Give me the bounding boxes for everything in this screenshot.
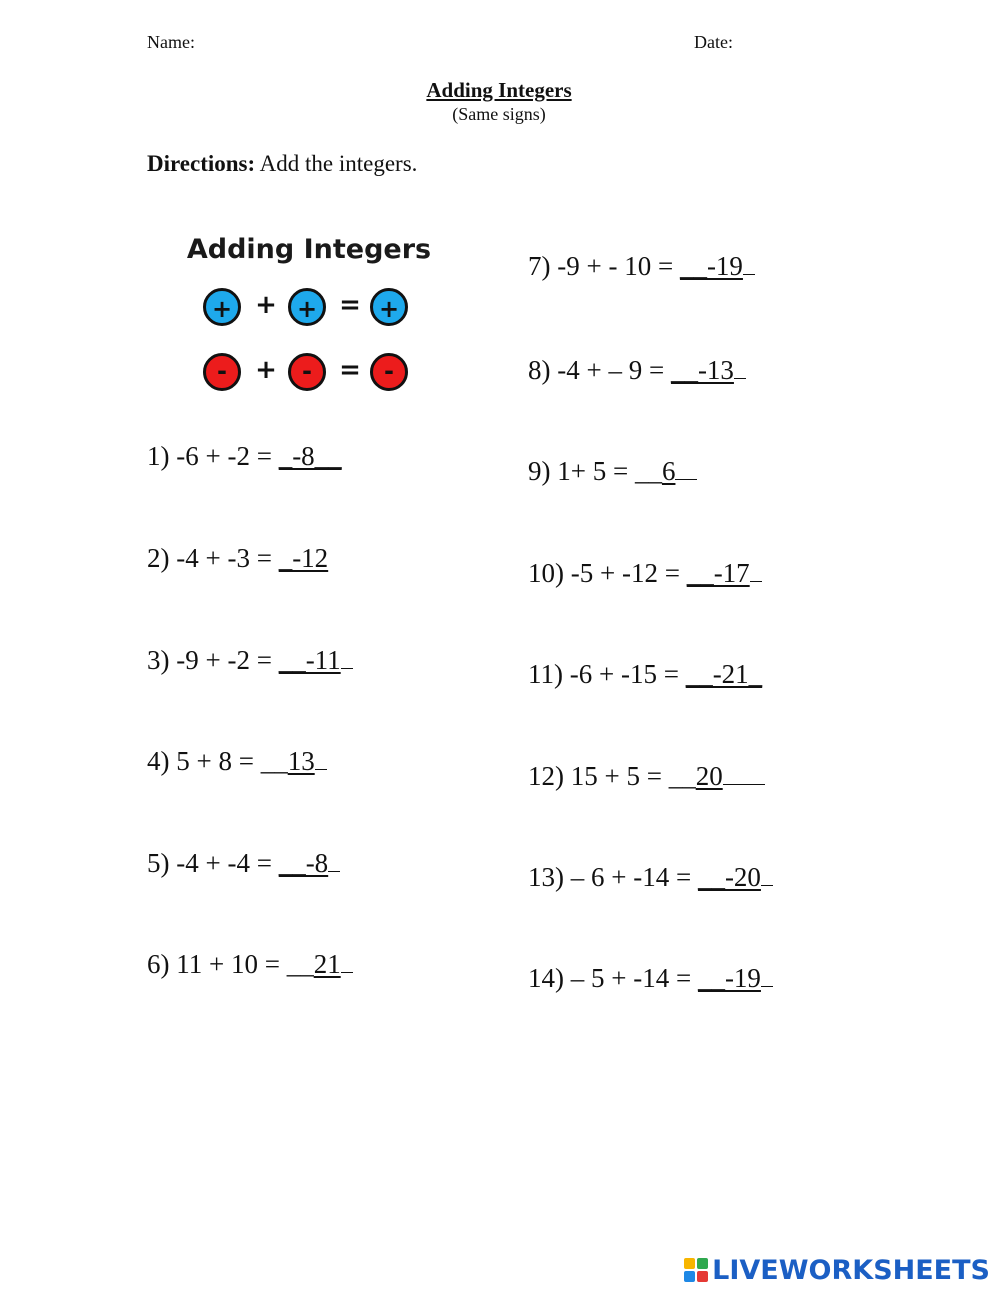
answer-blank-line	[341, 648, 353, 669]
problem-14	[528, 963, 773, 994]
problem-question: 11) -6 + -15 =	[528, 659, 686, 689]
problem-2	[147, 543, 328, 574]
answer-blank-line	[328, 851, 340, 872]
problem-question: 10) -5 + -12 =	[528, 558, 687, 588]
date-label: Date:	[694, 32, 733, 52]
answer-blank-line	[315, 749, 327, 770]
answer-field[interactable]: _-12	[278, 543, 329, 573]
answer-field[interactable]: __-20	[697, 862, 761, 892]
answer-field[interactable]: 21	[313, 949, 341, 979]
answer-blank-line	[734, 358, 746, 379]
answer-field[interactable]: __-11	[278, 645, 341, 675]
problem-question: 3) -9 + -2 =	[147, 645, 279, 675]
problem-question: 7) -9 + - 10 =	[528, 251, 680, 281]
answer-field[interactable]: __-13	[670, 355, 734, 385]
answer-field[interactable]: __-19	[697, 963, 761, 993]
problem-8	[528, 355, 746, 386]
problem-5	[147, 848, 340, 879]
problem-11	[528, 659, 762, 690]
positive-circle-icon: +	[203, 288, 241, 326]
negative-circle-icon: -	[288, 353, 326, 391]
positive-circle-icon: +	[370, 288, 408, 326]
answer-blank-line	[341, 952, 353, 973]
directions-label: Directions:	[147, 151, 256, 176]
positive-rule-row	[201, 288, 417, 332]
answer-field[interactable]: 13	[287, 746, 315, 776]
worksheet-title: Adding Integers	[426, 78, 572, 102]
answer-field[interactable]: __-21_	[685, 659, 763, 689]
name-label: Name:	[147, 32, 195, 52]
problem-question: 14) – 5 + -14 =	[528, 963, 698, 993]
problem-1	[147, 441, 342, 472]
positive-circle-icon: +	[288, 288, 326, 326]
negative-rule-row	[201, 353, 417, 397]
graphic-title: Adding Integers	[186, 234, 432, 265]
answer-field[interactable]: 6	[661, 456, 676, 486]
negative-circle-icon: -	[203, 353, 241, 391]
answer-field[interactable]: __-8	[278, 848, 329, 878]
logo-blocks-icon	[684, 1258, 708, 1282]
plus-sign: +	[255, 290, 277, 320]
answer-field[interactable]: 20	[695, 761, 723, 791]
problem-12	[528, 761, 765, 792]
problem-question: 6) 11 + 10 = __	[147, 949, 314, 979]
problem-question: 13) – 6 + -14 =	[528, 862, 698, 892]
plus-sign: +	[255, 355, 277, 385]
answer-field[interactable]: __-17	[686, 558, 750, 588]
directions-text: Add the integers.	[259, 151, 418, 176]
problem-3	[147, 645, 353, 676]
problem-13	[528, 862, 773, 893]
answer-blank-line	[750, 561, 762, 582]
answer-blank-line	[761, 966, 773, 987]
answer-blank-line	[723, 764, 765, 785]
problem-4	[147, 746, 327, 777]
adding-integers-graphic	[165, 215, 453, 405]
answer-field[interactable]: _-8__	[278, 441, 342, 471]
worksheet-subtitle: (Same signs)	[452, 104, 546, 124]
answer-field[interactable]: __-19	[679, 251, 743, 281]
problem-question: 5) -4 + -4 =	[147, 848, 279, 878]
problem-question: 8) -4 + – 9 =	[528, 355, 671, 385]
answer-blank-line	[761, 865, 773, 886]
problem-question: 1) -6 + -2 =	[147, 441, 279, 471]
logo-text: LIVEWORKSHEETS	[712, 1254, 990, 1286]
problem-question: 2) -4 + -3 =	[147, 543, 279, 573]
problem-10	[528, 558, 762, 589]
answer-blank-line	[743, 254, 755, 275]
problem-question: 4) 5 + 8 = __	[147, 746, 288, 776]
problem-6	[147, 949, 353, 980]
problem-9	[528, 456, 697, 487]
problem-question: 12) 15 + 5 = __	[528, 761, 696, 791]
negative-circle-icon: -	[370, 353, 408, 391]
equals-sign: =	[339, 355, 361, 385]
answer-blank-line	[675, 459, 697, 480]
directions	[147, 151, 417, 177]
problem-7	[528, 251, 755, 282]
equals-sign: =	[339, 290, 361, 320]
liveworksheets-logo[interactable]	[684, 1253, 990, 1287]
problem-question: 9) 1+ 5 = __	[528, 456, 662, 486]
